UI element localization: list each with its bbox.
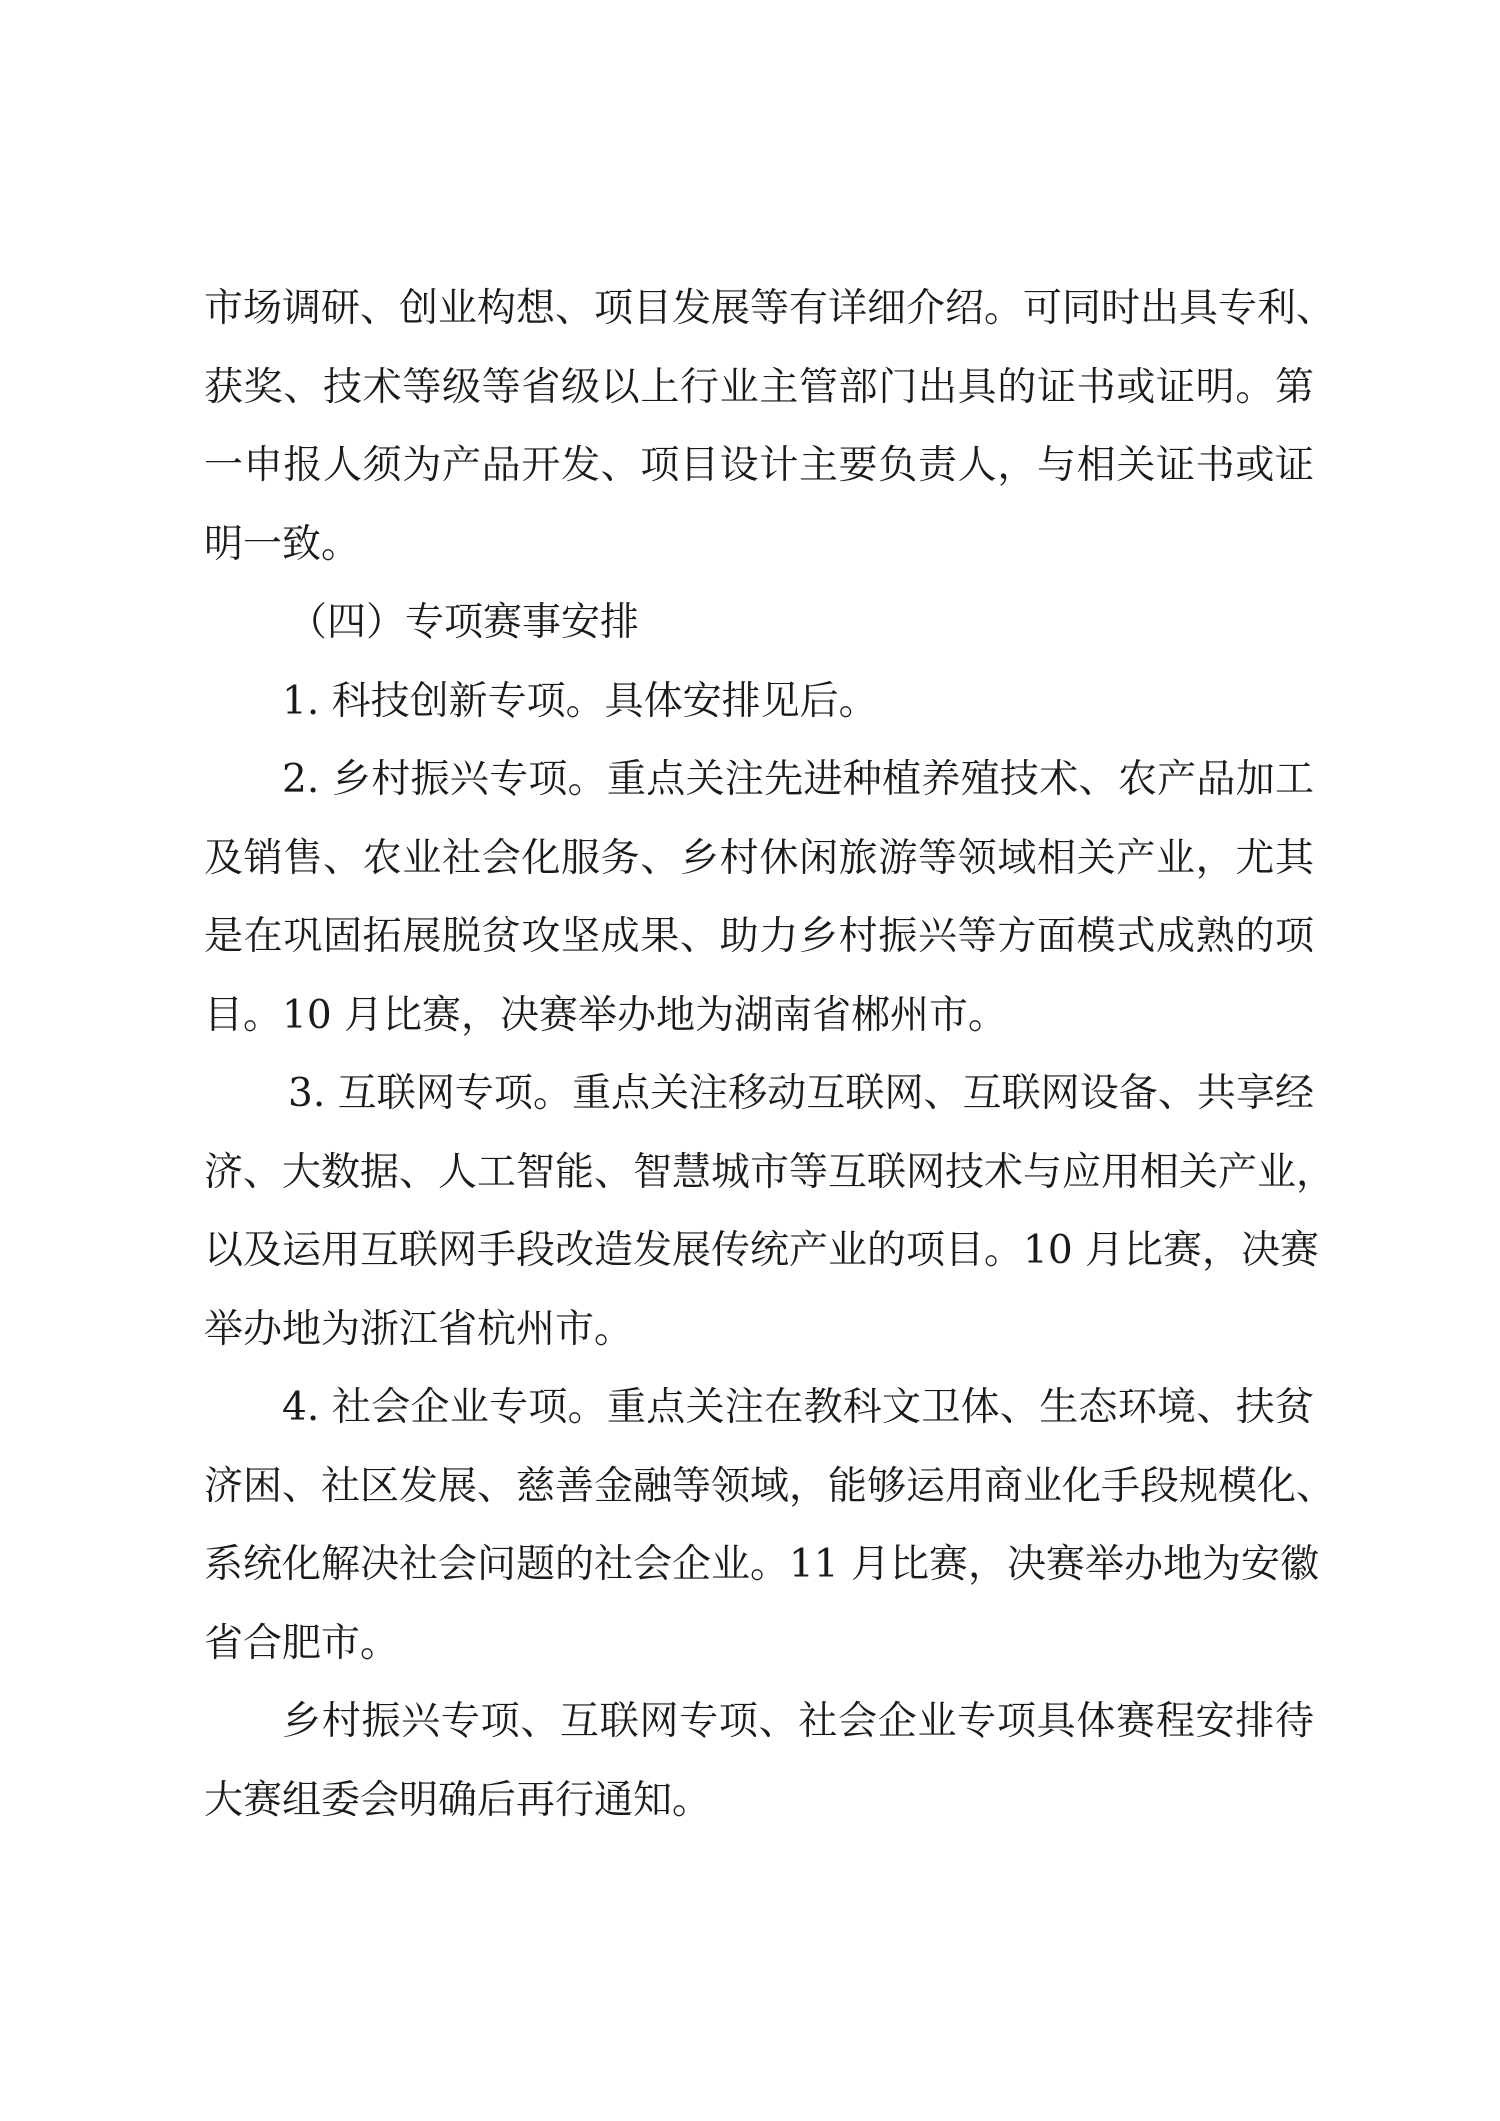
paragraph-line: 市场调研、创业构想、项目发展等有详细介绍。可同时出具专利、 — [204, 286, 1336, 331]
paragraph-line: 2. 乡村振兴专项。重点关注先进种植养殖技术、农产品加工 — [282, 757, 1314, 802]
paragraph-line: 3. 互联网专项。重点关注移动互联网、互联网设备、共享经 — [288, 1071, 1314, 1116]
paragraph-line: 目。10 月比赛，决赛举办地为湖南省郴州市。 — [204, 992, 1008, 1038]
section-heading: （四）专项赛事安排 — [288, 600, 640, 645]
paragraph-line: 一申报人须为产品开发、项目设计主要负责人，与相关证书或证 — [204, 443, 1314, 488]
paragraph-line: 以及运用互联网手段改造发展传统产业的项目。10 月比赛，决赛 — [204, 1228, 1320, 1273]
paragraph-line: 大赛组委会明确后再行通知。 — [204, 1777, 712, 1823]
paragraph-line: 举办地为浙江省杭州市。 — [204, 1306, 634, 1352]
document-body — [204, 270, 1336, 1840]
paragraph-line: 济困、社区发展、慈善金融等领域，能够运用商业化手段规模化、 — [204, 1463, 1336, 1509]
paragraph-line: 及销售、农业社会化服务、乡村休闲旅游等领域相关产业，尤其 — [204, 835, 1314, 881]
paragraph-line: 是在巩固拓展脱贫攻坚成果、助力乡村振兴等方面模式成熟的项 — [204, 914, 1314, 959]
paragraph-line: 省合肥市。 — [204, 1620, 400, 1666]
paragraph-line: 4. 社会企业专项。重点关注在教科文卫体、生态环境、扶贫 — [282, 1385, 1314, 1430]
paragraph-line: 乡村振兴专项、互联网专项、社会企业专项具体赛程安排待 — [282, 1699, 1314, 1744]
paragraph-line: 济、大数据、人工智能、智慧城市等互联网技术与应用相关产业， — [204, 1149, 1336, 1195]
paragraph-line: 获奖、技术等级等省级以上行业主管部门出具的证书或证明。第 — [204, 364, 1314, 410]
paragraph-line: 系统化解决社会问题的社会企业。11 月比赛，决赛举办地为安徽 — [204, 1542, 1320, 1587]
paragraph-line: 明一致。 — [204, 521, 361, 567]
paragraph-line: 1. 科技创新专项。具体安排见后。 — [282, 678, 878, 724]
